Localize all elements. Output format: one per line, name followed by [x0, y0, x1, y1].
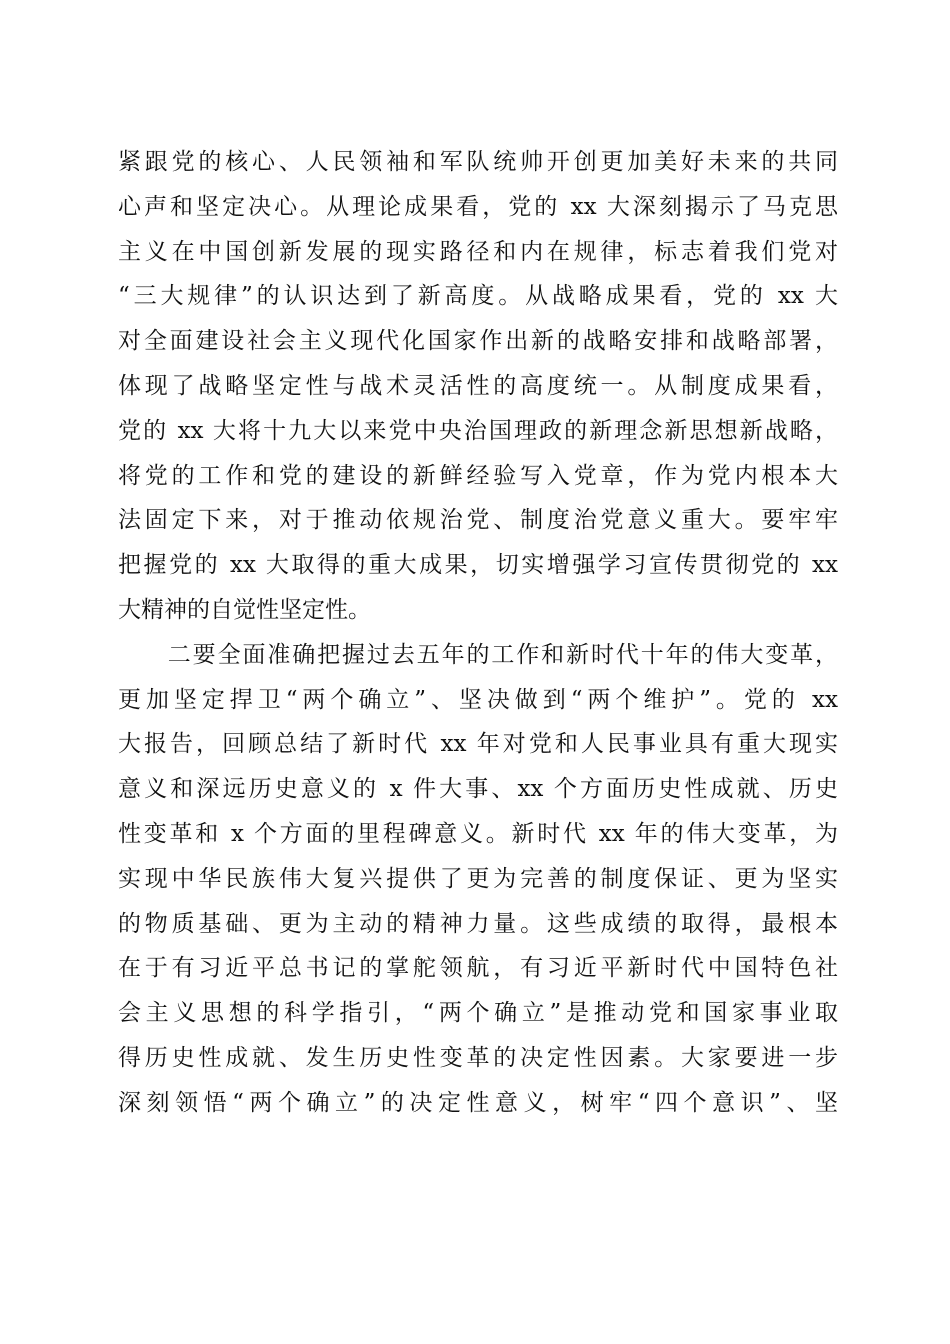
text-line: 党的 xx 大将十九大以来党中央治国理政的新理念新思想新战略，	[118, 417, 838, 444]
text-line: 会主义思想的科学指引，“两个确立”是推动党和国家事业取	[118, 1000, 838, 1027]
text-line: 更加坚定捍卫“两个确立”、坚决做到“两个维护”。党的 xx	[118, 686, 838, 713]
text-line: 大报告，回顾总结了新时代 xx 年对党和人民事业具有重大现实	[118, 731, 838, 758]
text-line: 在于有习近平总书记的掌舵领航，有习近平新时代中国特色社	[118, 955, 838, 982]
text-line: 把握党的 xx 大取得的重大成果，切实增强学习宣传贯彻党的 xx	[118, 552, 838, 579]
text-line: 实现中华民族伟大复兴提供了更为完善的制度保证、更为坚实	[118, 865, 838, 892]
text-line: 体现了战略坚定性与战术灵活性的高度统一。从制度成果看，	[118, 372, 838, 399]
text-line: 法固定下来，对于推动依规治党、制度治党意义重大。要牢牢	[118, 507, 838, 534]
document-body	[118, 140, 838, 1126]
text-line: 意义和深远历史意义的 x 件大事、xx 个方面历史性成就、历史	[118, 776, 838, 803]
text-line: 主义在中国创新发展的现实路径和内在规律，标志着我们党对	[118, 238, 838, 265]
text-line: 二要全面准确把握过去五年的工作和新时代十年的伟大变革，	[118, 641, 838, 668]
text-line: 深刻领悟“两个确立”的决定性意义，树牢“四个意识”、坚	[118, 1089, 838, 1116]
text-line: 心声和坚定决心。从理论成果看，党的 xx 大深刻揭示了马克思	[118, 193, 838, 220]
text-line: 性变革和 x 个方面的里程碑意义。新时代 xx 年的伟大变革，为	[118, 820, 838, 847]
text-line: 将党的工作和党的建设的新鲜经验写入党章，作为党内根本大	[118, 462, 838, 489]
text-line: 的物质基础、更为主动的精神力量。这些成绩的取得，最根本	[118, 910, 838, 937]
text-line: 得历史性成就、发生历史性变革的决定性因素。大家要进一步	[118, 1044, 838, 1071]
paragraph-1	[118, 140, 838, 633]
paragraph-2	[118, 633, 838, 1126]
text-line: 紧跟党的核心、人民领袖和军队统帅开创更加美好未来的共同	[118, 149, 838, 175]
text-line: “三大规律”的认识达到了新高度。从战略成果看，党的 xx 大	[118, 283, 838, 310]
text-line: 大精神的自觉性坚定性。	[118, 596, 371, 623]
text-line: 对全面建设社会主义现代化国家作出新的战略安排和战略部署，	[118, 328, 838, 355]
